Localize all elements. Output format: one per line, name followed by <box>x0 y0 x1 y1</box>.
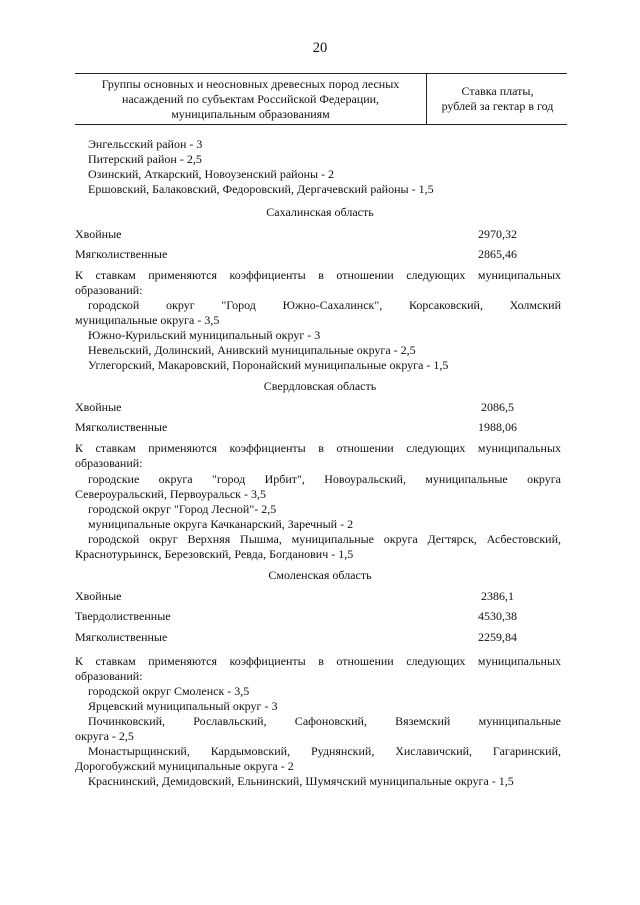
coefficient-intro: К ставкам применяются коэффициенты в отношении следующих муниципальных <box>75 268 561 282</box>
list-item: Монастырщинский, Кардымовский, Руднянский, Хиславичский, Гагаринский, <box>88 744 561 758</box>
list-item: Питерский район - 2,5 <box>88 152 202 166</box>
species-label: Мягколиственные <box>75 630 168 644</box>
header-rate <box>428 74 567 124</box>
header-col2-line1: Ставка платы, <box>461 84 534 98</box>
rate-value: 4530,38 <box>478 609 517 623</box>
list-item: городские округа "город Ирбит", Новоуральский, муниципальные округа <box>88 472 561 486</box>
list-item: Озинский, Аткарский, Новоузенский районы - 2 <box>88 167 335 181</box>
list-item: Краснотурьинск, Березовский, Ревда, Богданович - 1,5 <box>75 547 354 561</box>
list-item: Углегорский, Макаровский, Поронайский муниципальные округа - 1,5 <box>88 358 449 372</box>
list-item: Ершовский, Балаковский, Федоровский, Дергачевский районы - 1,5 <box>88 182 434 196</box>
coefficient-intro-end: образований: <box>75 669 143 683</box>
list-item: муниципальные округа Качканарский, Заречный - 2 <box>88 517 354 531</box>
coefficient-intro: К ставкам применяются коэффициенты в отношении следующих муниципальных <box>75 654 561 668</box>
header-col1-line1: Группы основных и неосновных древесных пород лесных <box>101 77 400 91</box>
species-label: Мягколиственные <box>75 420 168 434</box>
list-item: Дорогобужский муниципальные округа - 2 <box>75 759 294 773</box>
region-title-sakhalin: Сахалинская область <box>266 205 374 219</box>
list-item: Краснинский, Демидовский, Ельнинский, Шумячский муниципальные округа - 1,5 <box>88 774 514 788</box>
header-col2-line2: рублей за гектар в год <box>441 99 554 113</box>
list-item: округа - 2,5 <box>75 729 134 743</box>
species-label: Хвойные <box>75 400 122 414</box>
list-item: Североуральский, Первоуральск - 3,5 <box>75 487 266 501</box>
rate-value: 2386,1 <box>481 589 514 603</box>
region-title-sverdlovsk: Свердловская область <box>263 379 377 393</box>
region-title-smolensk: Смоленская область <box>268 568 372 582</box>
coefficient-intro: К ставкам применяются коэффициенты в отношении следующих муниципальных <box>75 441 561 455</box>
coefficient-intro-end: образований: <box>75 456 143 470</box>
list-item: Энгельсский район - 3 <box>88 137 203 151</box>
rate-value: 2086,5 <box>481 400 514 414</box>
list-item: городской округ "Город Лесной"- 2,5 <box>88 502 277 516</box>
rate-value: 2970,32 <box>478 227 517 241</box>
page-number: 20 <box>312 40 328 56</box>
species-label: Хвойные <box>75 589 122 603</box>
species-label: Хвойные <box>75 227 122 241</box>
rate-value: 2865,46 <box>478 247 517 261</box>
header-species-groups <box>75 74 427 124</box>
header-col1-line3: муниципальным образованиям <box>171 107 330 121</box>
rate-value: 2259,84 <box>478 630 517 644</box>
header-col1-line2: насаждений по субъектам Российской Федерации, <box>121 92 380 106</box>
species-label: Твердолиственные <box>75 609 171 623</box>
species-label: Мягколиственные <box>75 247 168 261</box>
list-item: Ярцевский муниципальный округ - 3 <box>88 699 278 713</box>
list-item: городской округ Смоленск - 3,5 <box>88 684 250 698</box>
list-item: городской округ Верхняя Пышма, муниципальные округа Дегтярск, Асбестовский, <box>88 532 561 546</box>
rate-value: 1988,06 <box>478 420 517 434</box>
list-item: муниципальные округа - 3,5 <box>75 313 220 327</box>
coefficient-intro-end: образований: <box>75 283 143 297</box>
list-item: городской округ "Город Южно-Сахалинск", Корсаковский, Холмский <box>88 298 561 312</box>
table-header <box>75 73 567 125</box>
list-item: Невельский, Долинский, Анивский муниципальные округа - 2,5 <box>88 343 416 357</box>
list-item: Починковский, Рославльский, Сафоновский, Вяземский муниципальные <box>88 714 561 728</box>
list-item: Южно-Курильский муниципальный округ - 3 <box>88 328 321 342</box>
